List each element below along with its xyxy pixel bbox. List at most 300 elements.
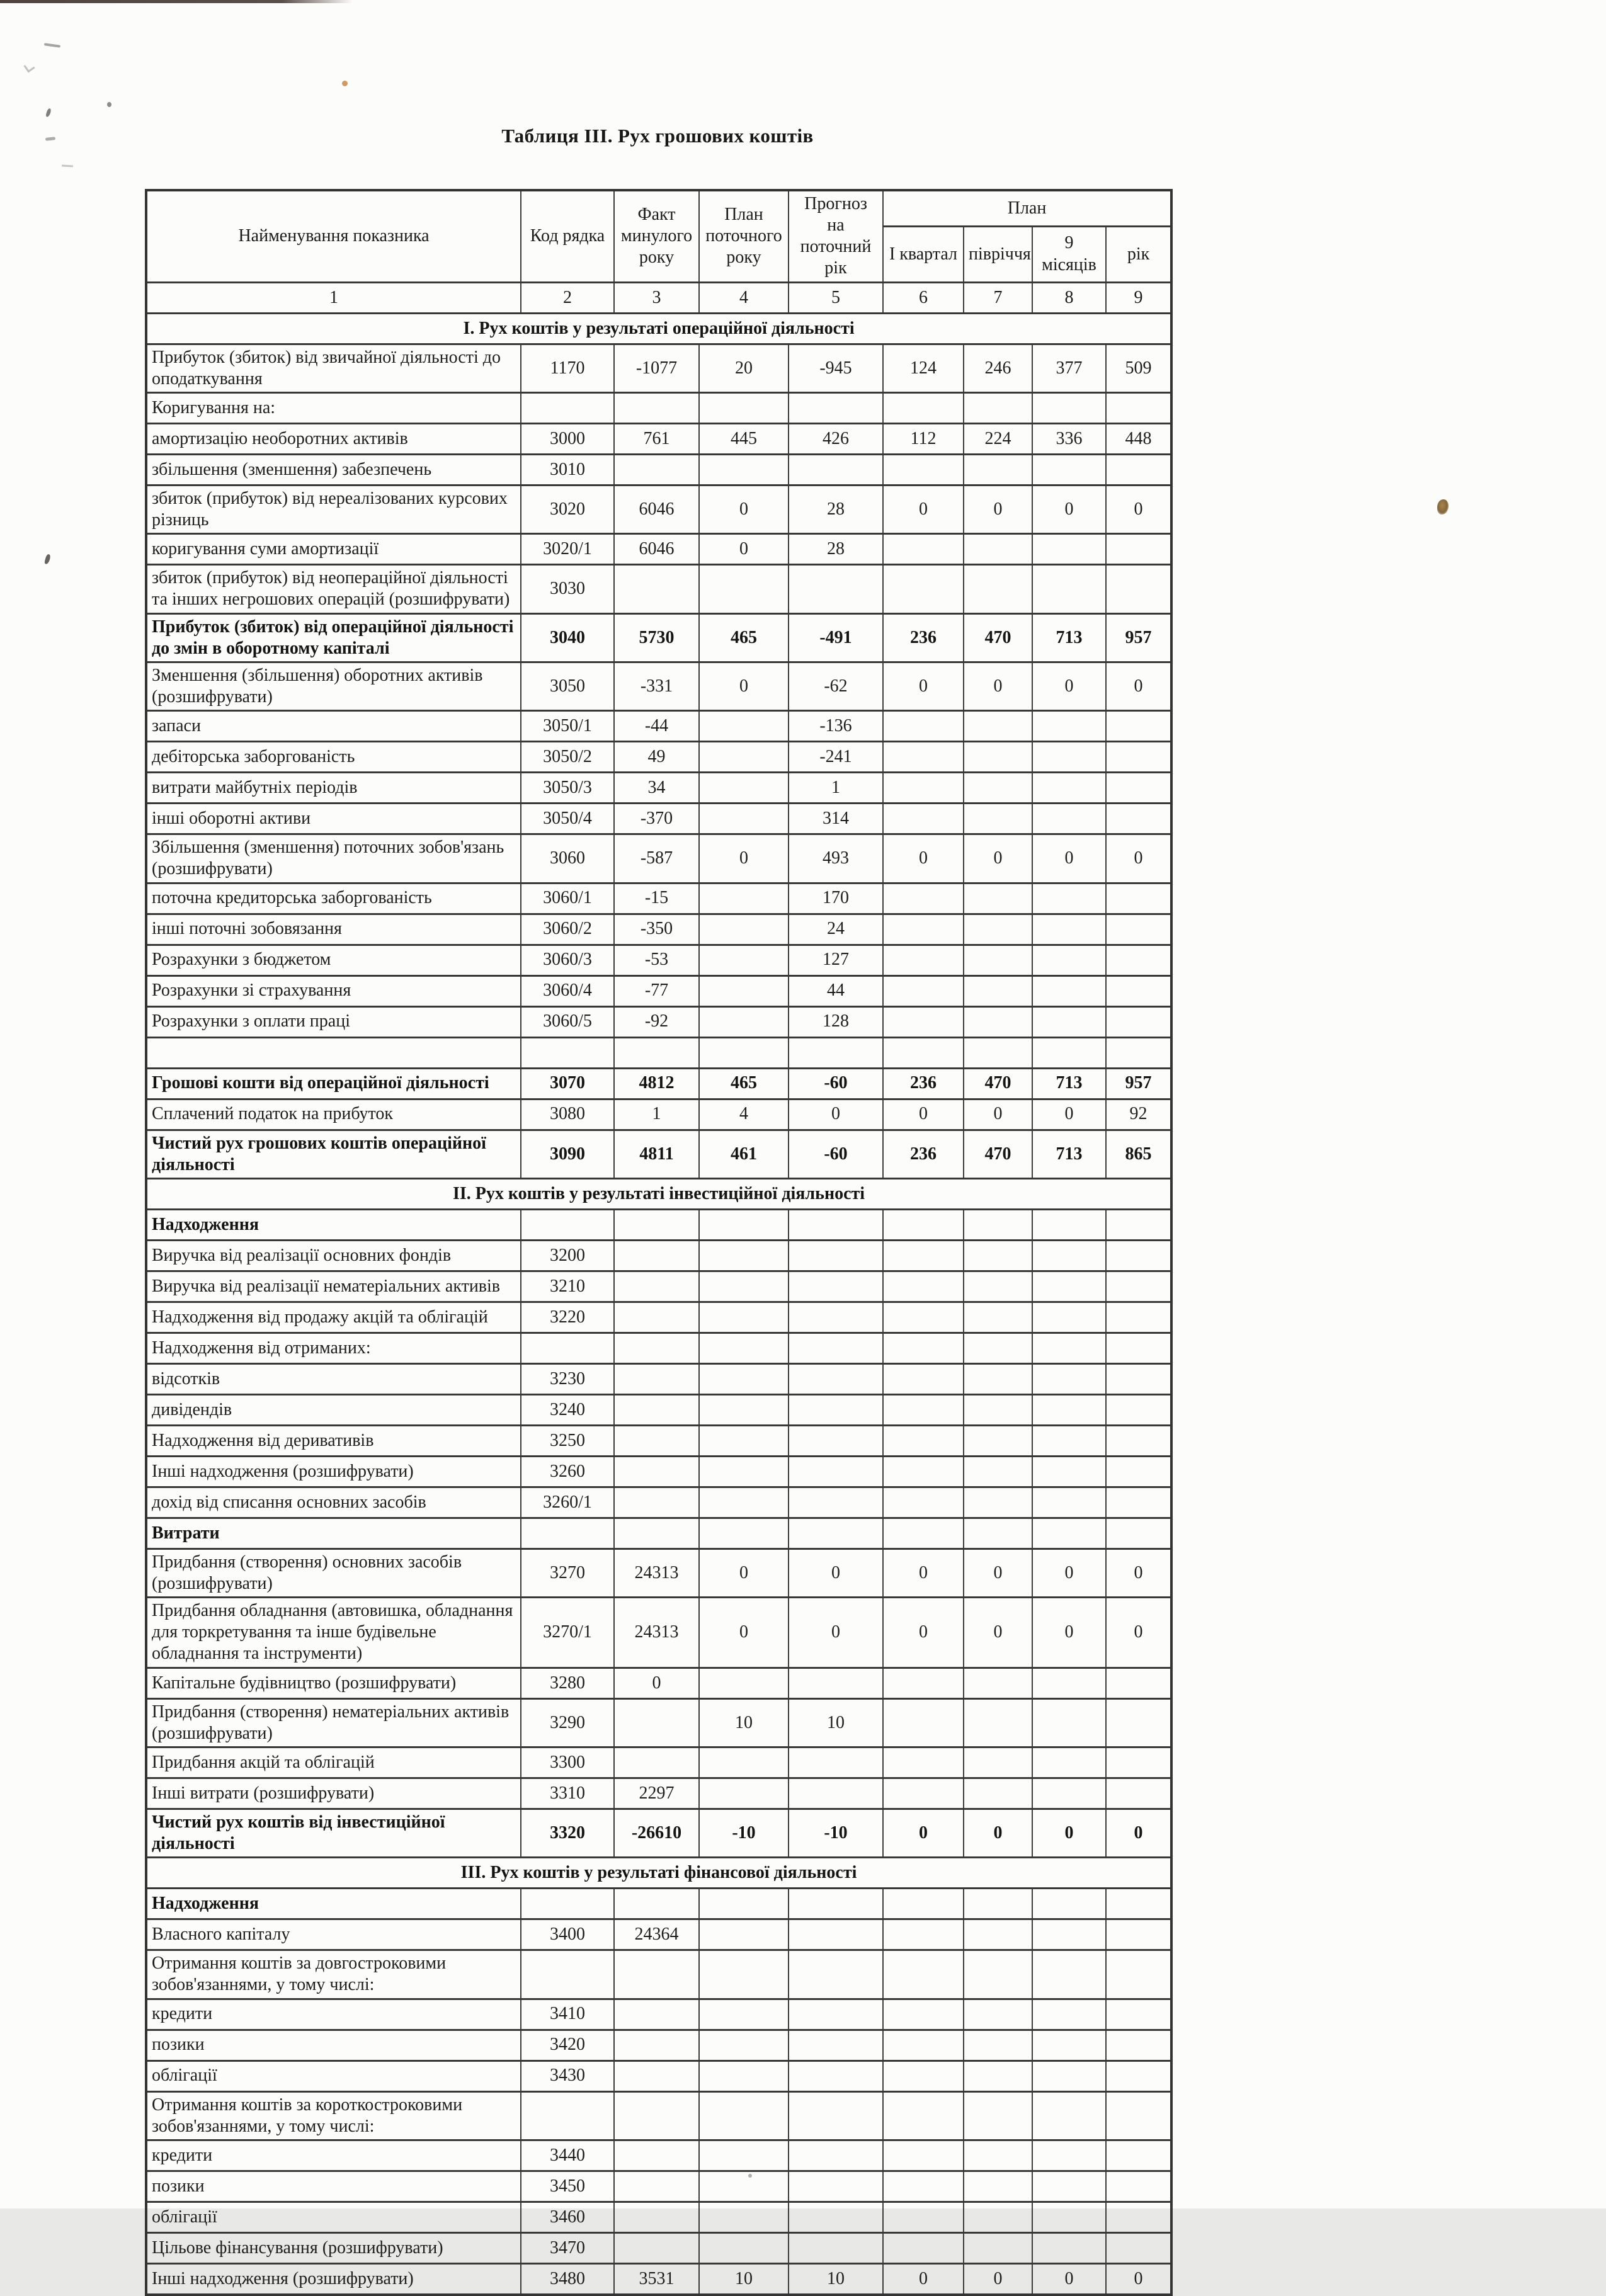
value-cell <box>1106 1456 1171 1487</box>
indicator-name-cell: Цільове фінансування (розшифрувати) <box>146 2232 521 2263</box>
col-number: 3 <box>614 282 699 313</box>
value-cell: -10 <box>789 1809 883 1857</box>
value-cell <box>883 565 964 613</box>
col-number: 2 <box>521 282 614 313</box>
table-row <box>146 344 1171 392</box>
row-code-cell: 3240 <box>521 1394 614 1425</box>
value-cell <box>883 742 964 773</box>
row-code-cell: 3060/5 <box>521 1006 614 1037</box>
value-cell <box>614 1302 699 1333</box>
table-row <box>146 1363 1171 1394</box>
value-cell <box>614 1209 699 1240</box>
value-cell <box>1032 1778 1106 1809</box>
value-cell <box>614 2232 699 2263</box>
value-cell <box>1106 1698 1171 1747</box>
value-cell <box>789 1363 883 1394</box>
value-cell: 713 <box>1032 613 1106 662</box>
value-cell <box>699 1302 789 1333</box>
value-cell: 0 <box>964 1809 1032 1857</box>
value-cell: 34 <box>614 773 699 804</box>
indicator-name-cell: Надходження <box>146 1889 521 1919</box>
value-cell: 314 <box>789 804 883 834</box>
indicator-name-cell: збиток (прибуток) від нереалізованих курсових різниць <box>146 485 521 533</box>
value-cell: 0 <box>883 1598 964 1668</box>
table-row <box>146 975 1171 1006</box>
value-cell <box>699 2232 789 2263</box>
value-cell <box>883 1778 964 1809</box>
section-title: II. Рух коштів у результаті інвестиційної діяльності <box>146 1178 1171 1209</box>
value-cell <box>883 1698 964 1747</box>
value-cell: 10 <box>699 2263 789 2295</box>
row-code-cell: 3280 <box>521 1668 614 1698</box>
value-cell <box>699 1518 789 1549</box>
header-row-main <box>146 190 1171 226</box>
row-code-cell: 3300 <box>521 1747 614 1778</box>
value-cell: 0 <box>1032 1549 1106 1597</box>
value-cell: 28 <box>789 485 883 533</box>
value-cell <box>614 454 699 485</box>
value-cell <box>1032 1487 1106 1518</box>
row-code-cell <box>521 2091 614 2140</box>
value-cell <box>699 1037 789 1068</box>
value-cell <box>1032 945 1106 975</box>
value-cell <box>1032 975 1106 1006</box>
value-cell <box>883 975 964 1006</box>
value-cell: 224 <box>964 423 1032 454</box>
value-cell <box>699 1363 789 1394</box>
value-cell <box>1106 1425 1171 1456</box>
value-cell: 28 <box>789 534 883 565</box>
value-cell: 24313 <box>614 1549 699 1597</box>
value-cell <box>699 2030 789 2060</box>
value-cell <box>614 1425 699 1456</box>
value-cell <box>1106 1950 1171 1999</box>
value-cell <box>699 1209 789 1240</box>
value-cell: -44 <box>614 711 699 742</box>
value-cell <box>699 1747 789 1778</box>
value-cell <box>614 1889 699 1919</box>
table-row <box>146 1889 1171 1919</box>
value-cell: 112 <box>883 423 964 454</box>
indicator-name-cell: Придбання акцій та облігацій <box>146 1747 521 1778</box>
value-cell <box>1106 1302 1171 1333</box>
col-header-forecast-current-year: Прогноз на поточний рік <box>789 190 883 282</box>
value-cell: 713 <box>1032 1068 1106 1099</box>
indicator-name-cell: амортизацію необоротних активів <box>146 423 521 454</box>
table-row <box>146 2171 1171 2202</box>
value-cell: 124 <box>883 344 964 392</box>
value-cell <box>1032 1747 1106 1778</box>
col-number: 4 <box>699 282 789 313</box>
pencil-mark <box>62 165 73 168</box>
indicator-name-cell: Інші надходження (розшифрувати) <box>146 2263 521 2295</box>
value-cell <box>883 1333 964 1363</box>
table-row <box>146 711 1171 742</box>
row-code-cell: 3480 <box>521 2263 614 2295</box>
value-cell: -60 <box>789 1068 883 1099</box>
indicator-name-cell: коригування суми амортизації <box>146 534 521 565</box>
value-cell: 0 <box>789 1549 883 1597</box>
value-cell: 24 <box>789 914 883 945</box>
indicator-name-cell: дивідендів <box>146 1394 521 1425</box>
value-cell <box>964 392 1032 423</box>
row-code-cell: 3270 <box>521 1549 614 1597</box>
value-cell: 865 <box>1106 1130 1171 1178</box>
value-cell <box>699 1668 789 1698</box>
value-cell <box>1032 1698 1106 1747</box>
value-cell <box>614 2171 699 2202</box>
value-cell <box>1106 392 1171 423</box>
value-cell <box>883 1363 964 1394</box>
value-cell <box>699 1006 789 1037</box>
table-row <box>146 2232 1171 2263</box>
table-header <box>146 190 1171 313</box>
value-cell <box>964 1919 1032 1950</box>
value-cell <box>964 711 1032 742</box>
value-cell <box>699 2140 789 2171</box>
table-row <box>146 1394 1171 1425</box>
indicator-name-cell: витрати майбутніх періодів <box>146 773 521 804</box>
value-cell: 0 <box>1032 662 1106 710</box>
indicator-name-cell: облігації <box>146 2202 521 2232</box>
value-cell <box>964 1209 1032 1240</box>
table-row <box>146 804 1171 834</box>
value-cell: 10 <box>789 1698 883 1747</box>
indicator-name-cell: Виручка від реалізації нематеріальних активів <box>146 1271 521 1302</box>
value-cell <box>614 1240 699 1271</box>
col-header-fact-prev-year: Факт минулого року <box>614 190 699 282</box>
value-cell: 957 <box>1106 613 1171 662</box>
table-row <box>146 1809 1171 1857</box>
value-cell <box>883 945 964 975</box>
value-cell <box>1106 742 1171 773</box>
value-cell <box>614 392 699 423</box>
table-row <box>146 883 1171 914</box>
table-row <box>146 565 1171 613</box>
value-cell <box>964 1518 1032 1549</box>
table-row <box>146 1487 1171 1518</box>
row-code-cell: 3440 <box>521 2140 614 2171</box>
value-cell <box>699 2202 789 2232</box>
value-cell: 128 <box>789 1006 883 1037</box>
value-cell: -331 <box>614 662 699 710</box>
value-cell <box>1032 1209 1106 1240</box>
value-cell <box>1032 1394 1106 1425</box>
value-cell: 957 <box>1106 1068 1171 1099</box>
value-cell <box>1032 1271 1106 1302</box>
indicator-name-cell: Придбання (створення) основних засобів (розшифрувати) <box>146 1549 521 1597</box>
value-cell <box>883 773 964 804</box>
table-row <box>146 1425 1171 1456</box>
ink-speck <box>45 108 52 117</box>
table-row <box>146 2202 1171 2232</box>
value-cell: 246 <box>964 344 1032 392</box>
value-cell <box>614 1363 699 1394</box>
value-cell <box>614 1333 699 1363</box>
table-row <box>146 534 1171 565</box>
value-cell: 0 <box>883 485 964 533</box>
table-row <box>146 1302 1171 1333</box>
row-code-cell: 3000 <box>521 423 614 454</box>
table-row <box>146 1068 1171 1099</box>
value-cell: -77 <box>614 975 699 1006</box>
row-code-cell: 3430 <box>521 2060 614 2091</box>
value-cell: 0 <box>789 1598 883 1668</box>
value-cell <box>964 1271 1032 1302</box>
row-code-cell <box>521 1950 614 1999</box>
table-row <box>146 1333 1171 1363</box>
row-code-cell: 3050/3 <box>521 773 614 804</box>
value-cell <box>1032 804 1106 834</box>
indicator-name-cell: Отримання коштів за довгостроковими зобов'язаннями, у тому числі: <box>146 1950 521 1999</box>
value-cell: 426 <box>789 423 883 454</box>
value-cell: 0 <box>789 1099 883 1130</box>
value-cell: 461 <box>699 1130 789 1178</box>
value-cell <box>964 565 1032 613</box>
table-row <box>146 2263 1171 2295</box>
value-cell <box>1032 1425 1106 1456</box>
row-code-cell <box>521 1889 614 1919</box>
value-cell <box>1106 2202 1171 2232</box>
table-row <box>146 662 1171 710</box>
value-cell: -62 <box>789 662 883 710</box>
value-cell <box>964 975 1032 1006</box>
value-cell <box>1106 1037 1171 1068</box>
value-cell <box>1106 534 1171 565</box>
value-cell <box>964 742 1032 773</box>
value-cell <box>1106 1209 1171 1240</box>
value-cell <box>789 1778 883 1809</box>
row-code-cell <box>521 1037 614 1068</box>
value-cell <box>789 1999 883 2030</box>
value-cell <box>789 1487 883 1518</box>
table-row <box>146 1950 1171 1999</box>
col-header-row-code: Код рядка <box>521 190 614 282</box>
value-cell: 0 <box>1032 1099 1106 1130</box>
value-cell <box>964 1999 1032 2030</box>
value-cell <box>964 1394 1032 1425</box>
value-cell <box>1032 2202 1106 2232</box>
table-row <box>146 1130 1171 1178</box>
value-cell: 0 <box>1106 834 1171 883</box>
value-cell <box>789 1889 883 1919</box>
value-cell <box>699 1889 789 1919</box>
value-cell <box>964 1363 1032 1394</box>
col-header-q1: I квартал <box>883 226 964 282</box>
indicator-name-cell: дебіторська заборгованість <box>146 742 521 773</box>
value-cell <box>699 1778 789 1809</box>
value-cell <box>789 2030 883 2060</box>
value-cell <box>1106 975 1171 1006</box>
value-cell: 4 <box>699 1099 789 1130</box>
col-header-year: рік <box>1106 226 1171 282</box>
value-cell <box>789 1302 883 1333</box>
value-cell: -1077 <box>614 344 699 392</box>
indicator-name-cell: Чистий рух коштів від інвестиційної діяльності <box>146 1809 521 1857</box>
value-cell <box>1032 883 1106 914</box>
value-cell <box>1106 1240 1171 1271</box>
ink-speck <box>44 554 51 564</box>
value-cell <box>964 1668 1032 1698</box>
value-cell: 0 <box>964 485 1032 533</box>
table-row <box>146 1518 1171 1549</box>
value-cell <box>699 1456 789 1487</box>
value-cell: 0 <box>964 834 1032 883</box>
indicator-name-cell: Сплачений податок на прибуток <box>146 1099 521 1130</box>
value-cell: -587 <box>614 834 699 883</box>
table-row <box>146 1698 1171 1747</box>
value-cell <box>883 1240 964 1271</box>
row-code-cell: 3200 <box>521 1240 614 1271</box>
value-cell: 0 <box>883 1099 964 1130</box>
value-cell: 0 <box>1106 1549 1171 1597</box>
section-title: I. Рух коштів у результаті операційної діяльності <box>146 313 1171 344</box>
value-cell <box>699 914 789 945</box>
indicator-name-cell: позики <box>146 2171 521 2202</box>
value-cell <box>964 2171 1032 2202</box>
value-cell <box>964 1037 1032 1068</box>
value-cell <box>699 1487 789 1518</box>
row-code-cell: 3260 <box>521 1456 614 1487</box>
value-cell <box>1106 454 1171 485</box>
value-cell <box>964 1006 1032 1037</box>
value-cell <box>1106 914 1171 945</box>
value-cell <box>614 1456 699 1487</box>
value-cell: 0 <box>1032 2263 1106 2295</box>
value-cell: -60 <box>789 1130 883 1178</box>
value-cell: 10 <box>789 2263 883 2295</box>
cash-flow-table <box>145 189 1173 2296</box>
value-cell: 493 <box>789 834 883 883</box>
value-cell <box>964 883 1032 914</box>
value-cell: 713 <box>1032 1130 1106 1178</box>
table-row <box>146 1747 1171 1778</box>
table-row <box>146 945 1171 975</box>
value-cell: 0 <box>1032 1809 1106 1857</box>
indicator-name-cell: Зменшення (збільшення) оборотних активів (розшифрувати) <box>146 662 521 710</box>
row-code-cell <box>521 1518 614 1549</box>
value-cell <box>1032 711 1106 742</box>
value-cell: 0 <box>883 834 964 883</box>
value-cell <box>1106 1333 1171 1363</box>
row-code-cell: 3050/4 <box>521 804 614 834</box>
indicator-name-cell: Розрахунки з бюджетом <box>146 945 521 975</box>
indicator-name-cell <box>146 1037 521 1068</box>
col-header-9-months: 9 місяців <box>1032 226 1106 282</box>
value-cell: 24313 <box>614 1598 699 1668</box>
value-cell <box>1032 1518 1106 1549</box>
section-banner-row <box>146 313 1171 344</box>
value-cell <box>699 2060 789 2091</box>
value-cell <box>699 773 789 804</box>
value-cell <box>699 1425 789 1456</box>
row-code-cell: 3210 <box>521 1271 614 1302</box>
table-row <box>146 1456 1171 1487</box>
value-cell <box>1032 1668 1106 1698</box>
table-row <box>146 1037 1171 1068</box>
value-cell <box>614 2202 699 2232</box>
value-cell: 761 <box>614 423 699 454</box>
value-cell: 4812 <box>614 1068 699 1099</box>
col-header-indicator-name: Найменування показника <box>146 190 521 282</box>
col-number: 8 <box>1032 282 1106 313</box>
value-cell: -241 <box>789 742 883 773</box>
value-cell <box>789 565 883 613</box>
table-row <box>146 1919 1171 1950</box>
value-cell <box>964 2091 1032 2140</box>
value-cell <box>964 773 1032 804</box>
indicator-name-cell: Надходження <box>146 1209 521 1240</box>
row-code-cell: 3040 <box>521 613 614 662</box>
value-cell: 0 <box>699 485 789 533</box>
table-row <box>146 1999 1171 2030</box>
value-cell: 509 <box>1106 344 1171 392</box>
value-cell <box>699 2171 789 2202</box>
value-cell <box>883 1919 964 1950</box>
value-cell <box>883 711 964 742</box>
value-cell <box>614 2060 699 2091</box>
value-cell <box>1032 2030 1106 2060</box>
value-cell <box>883 2091 964 2140</box>
value-cell <box>883 454 964 485</box>
value-cell: -26610 <box>614 1809 699 1857</box>
value-cell: 0 <box>964 662 1032 710</box>
value-cell: 236 <box>883 613 964 662</box>
indicator-name-cell: Інші витрати (розшифрувати) <box>146 1778 521 1809</box>
value-cell: 10 <box>699 1698 789 1747</box>
value-cell: 127 <box>789 945 883 975</box>
indicator-name-cell: Інші надходження (розшифрувати) <box>146 1456 521 1487</box>
table-row <box>146 2030 1171 2060</box>
indicator-name-cell: Прибуток (збиток) від звичайної діяльності до оподаткування <box>146 344 521 392</box>
value-cell <box>699 392 789 423</box>
value-cell <box>1106 1919 1171 1950</box>
value-cell: -136 <box>789 711 883 742</box>
value-cell <box>1106 1271 1171 1302</box>
value-cell <box>883 1487 964 1518</box>
value-cell <box>1032 1240 1106 1271</box>
value-cell: 470 <box>964 1130 1032 1178</box>
value-cell <box>789 2060 883 2091</box>
col-number: 5 <box>789 282 883 313</box>
col-header-plan-current-year: План поточного року <box>699 190 789 282</box>
value-cell: 92 <box>1106 1099 1171 1130</box>
pencil-mark <box>45 137 55 141</box>
value-cell <box>883 2030 964 2060</box>
value-cell <box>1106 1006 1171 1037</box>
indicator-name-cell: облігації <box>146 2060 521 2091</box>
col-number: 1 <box>146 282 521 313</box>
value-cell <box>789 1456 883 1487</box>
value-cell <box>883 1209 964 1240</box>
value-cell <box>699 742 789 773</box>
row-code-cell: 3460 <box>521 2202 614 2232</box>
value-cell <box>789 1425 883 1456</box>
table-row <box>146 742 1171 773</box>
value-cell <box>1106 1778 1171 1809</box>
value-cell <box>1032 1950 1106 1999</box>
value-cell: 465 <box>699 613 789 662</box>
value-cell: 0 <box>883 1809 964 1857</box>
value-cell <box>1106 2232 1171 2263</box>
value-cell: 0 <box>1106 1598 1171 1668</box>
value-cell <box>789 1209 883 1240</box>
value-cell: 0 <box>964 1099 1032 1130</box>
value-cell <box>1032 392 1106 423</box>
row-code-cell: 3050 <box>521 662 614 710</box>
value-cell <box>1106 1999 1171 2030</box>
value-cell: 2297 <box>614 1778 699 1809</box>
